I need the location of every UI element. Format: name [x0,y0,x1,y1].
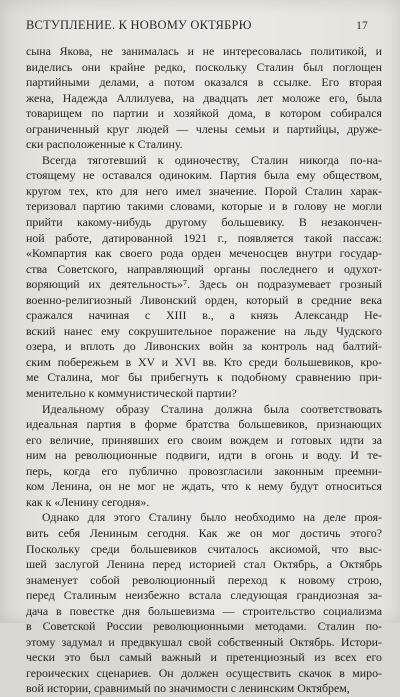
text-line: вой истории, сравнимый по значимости с ленинским Октябрем, [26,681,350,696]
text-line: вский нанес ему сокрушительное поражение на льду Чудского [26,323,382,338]
text-line: виделись они крайне редко, поскольку Сталин был поглощен [26,59,382,74]
text-line: вить себя Лениным сегодня. Как же он мог достичь этого? [26,525,382,540]
text-line: как к «Ленину сегодня». [26,494,150,509]
text-line: теризовал партию такими словами, которые и в голову не могли [26,199,382,214]
body-text [26,44,382,697]
text-line: сына Якова, не занималась и не интересовалась политикой, и [26,44,382,58]
text-line: ограниченный круг людей — члены семьи и партийцы, друже- [26,121,382,136]
text-line: ски расположенные к Сталину. [26,137,183,152]
text-line: героических сценариев. Он должен осуществить скачок в миро- [26,665,382,680]
text-line: Однако для этого Сталину было необходимо на деле проя- [42,510,382,525]
text-line: в Советской России революционными методами. Сталин по- [26,619,382,634]
text-line: ком Ленина, он не мог не ждать, что к нему будут относиться [26,479,382,494]
text-line: ме Сталина, мог бы прибегнуть к подобному сравнению при- [26,370,382,385]
text-line: военно-религиозный Ливонский орден, который в средние века [26,292,382,307]
text-line: ним на революционные подвиги, идти в огонь и воду. И те- [26,448,382,463]
paragraph [26,510,382,697]
paragraph [26,153,382,402]
text-line: кругом тех, кто для него имел значение. Порой Сталин харак- [26,183,382,198]
text-line: идеальная партия в форме братства большевиков, признающих [26,417,382,432]
text-line: стоящему не оставался одиноким. Партия была ему обществом, [26,168,382,183]
text-line: партийными делами, а потом оказался в ссылке. Его вторая [26,75,382,90]
running-title: ВСТУПЛЕНИЕ. К НОВОМУ ОКТЯБРЮ [26,18,252,32]
text-line: Идеальному образу Сталина должна была соответствовать [42,401,382,416]
text-line: шей заслугой Ленина перед историей стал Октябрь, а Октябрь [26,557,382,572]
text-line: чески это был самый важный и претенциозный из всех его [26,650,382,665]
text-line: Всегда тяготевший к одиночеству, Сталин никогда по-на- [42,152,382,167]
text-line: товарищем по партии и хозяйкой дома, в котором собиралcя [26,106,382,121]
page-number: 17 [356,20,368,32]
text-line: дача в повестке дня большевизма — строительство социализма [26,603,382,618]
text-line: жена, Надежда Аллилуева, на двадцать лет моложе его, была [26,90,382,105]
text-line: знаменует собой революционный переход к новому строю, [26,572,382,587]
text-line: этому задумал и предвкушал свой собственный Октябрь. Истори- [26,634,382,649]
text-line: перед Сталиным неизбежно встала следующая грандиозная за- [26,588,382,603]
running-head [26,18,376,34]
text-line: менительно к коммунистической партии? [26,386,237,401]
text-line: прийти какому-нибудь другому большевику. В незакончен- [26,215,382,230]
text-line: сражался начиная с XIII в., а князь Александр Не- [26,308,382,323]
text-line: озера, и вплоть до Ливонских войн за контроль над балтий- [26,339,382,354]
paragraph [26,44,382,153]
paragraph [26,402,382,511]
text-line: его величие, принявших его своим вождем и готовых идти за [26,432,382,447]
text-line: Поскольку среди большевиков считалось аксиомой, что выс- [26,541,382,556]
text-line: перь, когда его публично провозгласили законным преемни- [26,463,382,478]
text-line: «Компартия как своего рода орден меченосцев внутри государ- [26,246,382,261]
text-line: ским побережьем в XV и XVI вв. Кто среди большевиков, кро- [26,354,382,369]
text-line: воряющий их деятельность»⁷. Здесь он подразумевает грозный [26,277,382,292]
text-line: ной работе, датированной 1921 г., появляется такой пассаж: [26,230,382,245]
text-line: ства Советского, направляющий органы последнего и одухот- [26,261,382,276]
